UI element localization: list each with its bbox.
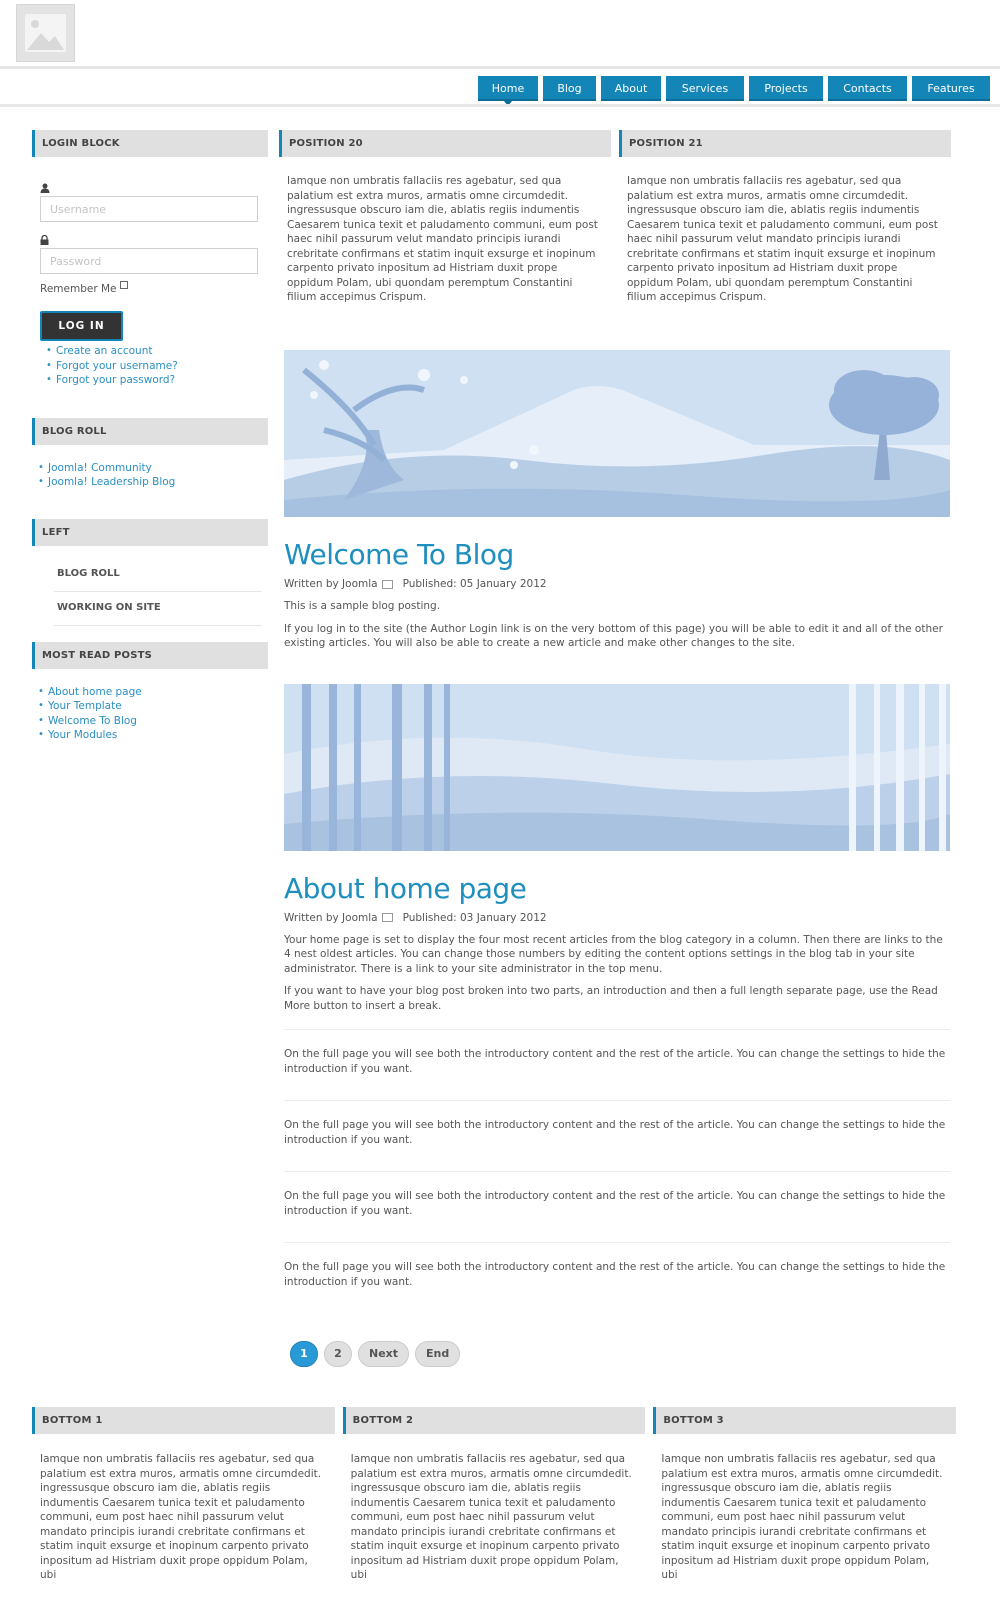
login-links <box>40 344 260 388</box>
bottom-2-text: Iamque non umbratis fallaciis res agebatur, sed qua palatium est extra muros, armatis omne circumdedit. ingressusque obscuro iam die, ablatis regiis indumentis Caesarem tunica texit et paludamento communi, eum post haec nihil passurum velut mandato principis iurandi crebritate confirmans et statim inquit exsurge et inopinum carpento privato inpositum ad Histriam duxit prope oppidum Polam, ubi <box>350 1453 632 1581</box>
list-item <box>48 461 268 476</box>
article-paragraph: If you want to have your blog post broken into two parts, an introduction and then a full length separate page, use the Read More button to insert a break. <box>284 985 938 1012</box>
remember-me-label: Remember Me <box>40 283 117 295</box>
user-icon <box>40 183 260 193</box>
bottom-modules <box>32 1407 956 1583</box>
site-logo[interactable] <box>16 4 75 62</box>
header-divider <box>0 66 1000 69</box>
position-20 <box>279 130 611 305</box>
forgot-username-link[interactable]: Forgot your username? <box>56 359 178 372</box>
list-item <box>56 344 260 359</box>
article-paragraph: This is a sample blog posting. <box>284 600 441 612</box>
calendar-icon <box>382 913 393 922</box>
most-read-link[interactable]: About home page <box>48 685 142 698</box>
article-author: Written by Joomla <box>284 578 378 590</box>
bottom-2-title: BOTTOM 2 <box>343 1407 646 1434</box>
nav-about[interactable]: About <box>601 76 661 101</box>
article-paragraph: Your home page is set to display the four most recent articles from the blog category in a column. Then there are links to the 4 nest oldest articles. You can change those numbers by editing the content options settings in the blog tab in your site administrator. There is a link to your site administrator in the top menu. <box>284 933 943 975</box>
login-form <box>32 157 268 388</box>
lock-icon <box>40 235 260 245</box>
remember-me-checkbox[interactable] <box>120 281 128 289</box>
forgot-password-link[interactable]: Forgot your password? <box>56 374 176 386</box>
position-21-title: POSITION 21 <box>619 130 951 157</box>
most-read-title: MOST READ POSTS <box>32 642 268 669</box>
bottom-1-title: BOTTOM 1 <box>32 1407 335 1434</box>
joomla-leadership-link[interactable]: Joomla! Leadership Blog <box>48 476 176 488</box>
position-21-text: Iamque non umbratis fallaciis res agebatur, sed qua palatium est extra muros, armatis omne circumdedit. ingressusque obscuro iam die, ablatis regiis indumentis Caesarem tunica texit et paludamento communi, eum post haec nihil passurum velut mandato principis iurandi crebritate confirmans et statim inquit exsurge et inopinum carpento privato inpositum ad Histriam duxit prope oppidum Polam, ubi quondam peremptum Constantini filium accepimus Crispum. <box>627 175 938 303</box>
list-item <box>48 714 268 729</box>
list-item <box>48 685 268 700</box>
list-item <box>48 728 268 743</box>
most-read-link[interactable]: Your Modules <box>48 729 118 741</box>
position-21 <box>619 130 951 305</box>
pagination <box>290 1341 460 1367</box>
bottom-1 <box>32 1407 335 1583</box>
bottom-3 <box>653 1407 956 1583</box>
list-item <box>56 359 260 374</box>
main-nav <box>478 76 990 101</box>
list-item <box>48 699 268 714</box>
password-input[interactable] <box>40 248 258 274</box>
nav-divider <box>0 104 1000 107</box>
remember-me <box>40 283 260 295</box>
article-paragraph: If you log in to the site (the Author Login link is on the very bottom of this page) you will be able to edit it and all of the other existing articles. You will also be able to create a new article and make other changes to the site. <box>284 622 943 649</box>
main-content <box>284 350 950 1313</box>
nav-features[interactable]: Features <box>912 76 990 101</box>
nav-services[interactable]: Services <box>666 76 744 101</box>
article-author: Written by Joomla <box>284 911 378 924</box>
left-sidebar <box>32 130 268 743</box>
nav-blog[interactable]: Blog <box>543 76 596 101</box>
nav-contacts[interactable]: Contacts <box>828 76 907 101</box>
blog-roll-title: BLOG ROLL <box>32 418 268 445</box>
intro-block: On the full page you will see both the introductory content and the rest of the article. You can change the settings to hide the introduction if you want. <box>284 1242 950 1313</box>
left-menu-title: LEFT <box>32 519 268 546</box>
nav-home[interactable]: Home <box>478 76 538 101</box>
menu-item-blog-roll[interactable]: BLOG ROLL <box>54 558 262 592</box>
create-account-link[interactable]: Create an account <box>56 345 153 357</box>
most-read-link[interactable]: Welcome To Blog <box>48 714 137 727</box>
article-date: Published: 03 January 2012 <box>402 911 547 924</box>
username-input[interactable] <box>40 196 258 222</box>
article-title[interactable]: Welcome To Blog <box>284 538 514 571</box>
most-read-link[interactable]: Your Template <box>48 700 122 712</box>
menu-item-working-on-site[interactable]: WORKING ON SITE <box>54 592 262 626</box>
page-2-button[interactable]: 2 <box>324 1341 352 1367</box>
article-title[interactable]: About home page <box>284 871 527 905</box>
login-button[interactable]: LOG IN <box>40 311 123 341</box>
position-20-text: Iamque non umbratis fallaciis res agebatur, sed qua palatium est extra muros, armatis omne circumdedit. ingressusque obscuro iam die, ablatis regiis indumentis Caesarem tunica texit et paludamento communi, eum post haec nihil passurum velut mandato principis iurandi crebritate confirmans et statim inquit exsurge et inopinum carpento privato inpositum ad Histriam duxit prope oppidum Polam, ubi quondam peremptum Constantini filium accepimus Crispum. <box>287 175 598 303</box>
bottom-3-text: Iamque non umbratis fallaciis res agebatur, sed qua palatium est extra muros, armatis omne circumdedit. ingressusque obscuro iam die, ablatis regiis indumentis Caesarem tunica texit et paludamento communi, eum post haec nihil passurum velut mandato principis iurandi crebritate confirmans et statim inquit exsurge et inopinum carpento privato inpositum ad Histriam duxit prope oppidum Polam, ubi <box>661 1453 943 1581</box>
bamboo-banner-image <box>284 684 950 851</box>
login-block-title: LOGIN BLOCK <box>32 130 268 157</box>
most-read-list <box>32 685 268 743</box>
position-20-title: POSITION 20 <box>279 130 611 157</box>
nav-projects[interactable]: Projects <box>749 76 823 101</box>
calendar-icon <box>382 580 393 589</box>
joomla-community-link[interactable]: Joomla! Community <box>48 461 152 474</box>
site-header <box>0 0 1000 108</box>
bottom-2 <box>343 1407 646 1583</box>
blog-roll-list <box>32 461 268 490</box>
intro-block: On the full page you will see both the introductory content and the rest of the article. You can change the settings to hide the introduction if you want. <box>284 1029 950 1100</box>
intro-block: On the full page you will see both the introductory content and the rest of the article. You can change the settings to hide the introduction if you want. <box>284 1100 950 1171</box>
end-button[interactable]: End <box>415 1341 460 1367</box>
left-menu <box>32 558 268 626</box>
article-meta <box>284 578 950 590</box>
bottom-3-title: BOTTOM 3 <box>653 1407 956 1434</box>
intro-block: On the full page you will see both the introductory content and the rest of the article. You can change the settings to hide the introduction if you want. <box>284 1171 950 1242</box>
bottom-1-text: Iamque non umbratis fallaciis res agebatur, sed qua palatium est extra muros, armatis omne circumdedit. ingressusque obscuro iam die, ablatis regiis indumentis Caesarem tunica texit et paludamento communi, eum post haec nihil passurum velut mandato principis iurandi crebritate confirmans et statim inquit exsurge et inopinum carpento privato inpositum ad Histriam duxit prope oppidum Polam, ubi <box>40 1453 322 1581</box>
list-item <box>56 373 260 388</box>
list-item <box>48 475 268 490</box>
article-date: Published: 05 January 2012 <box>402 578 547 590</box>
mountain-banner-image <box>284 350 950 517</box>
next-button[interactable]: Next <box>358 1341 409 1367</box>
article-meta <box>284 912 950 924</box>
page-1-button[interactable]: 1 <box>290 1341 318 1367</box>
image-placeholder-icon <box>17 5 74 61</box>
